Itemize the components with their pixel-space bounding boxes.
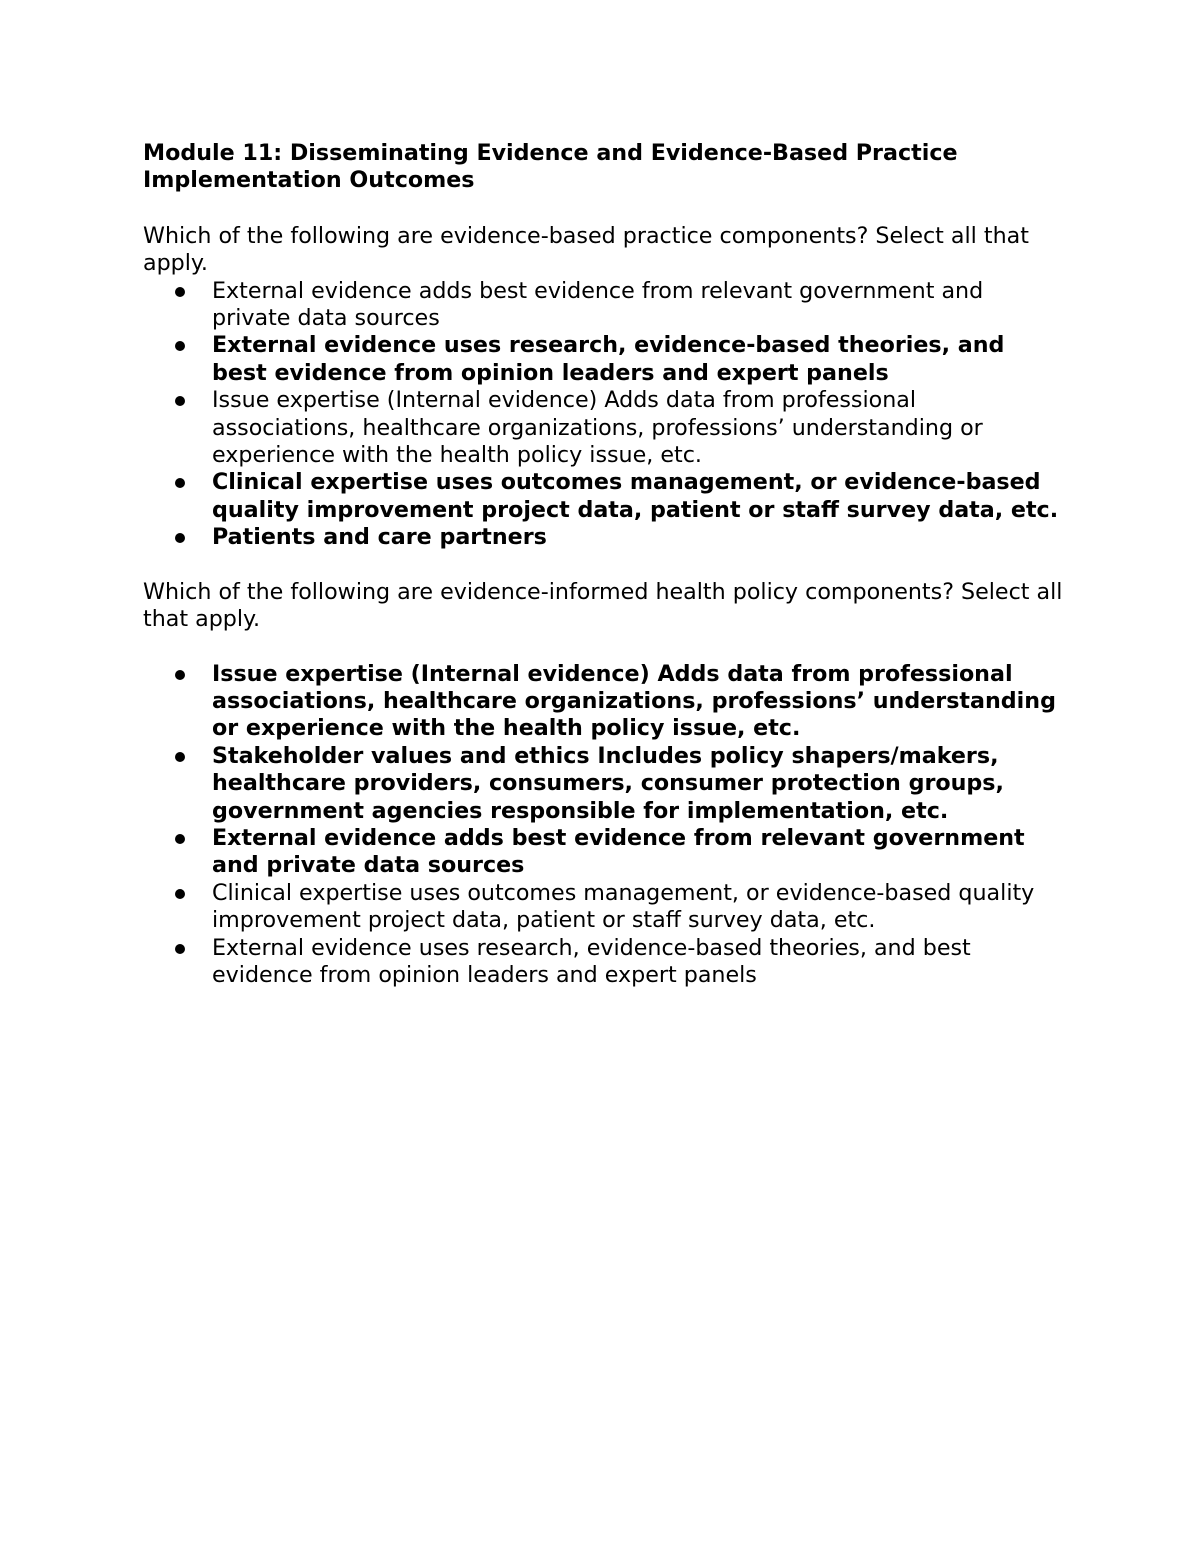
option-text: Patients and care partners — [212, 524, 547, 551]
bullet-icon — [175, 396, 185, 406]
bullet-icon — [175, 752, 185, 762]
question-2-option-4 — [143, 880, 1063, 935]
question-1-prompt: Which of the following are evidence-based practice components? Select all that apply. — [143, 222, 1029, 277]
option-text: Clinical expertise uses outcomes management, or evidence-based quality improvement project data, patient or staff survey data, etc. — [212, 469, 1059, 523]
question-1-option-5 — [143, 524, 1063, 551]
option-text: External evidence uses research, evidence-based theories, and best evidence from opinion leaders and expert panels — [212, 332, 1005, 386]
question-1-option-4 — [143, 469, 1063, 524]
question-2-options — [143, 661, 1063, 990]
option-text: Issue expertise (Internal evidence) Adds data from professional associations, healthcare organizations, professions’ understanding or experience with the health policy issue, etc. — [212, 660, 1056, 742]
document-page — [143, 140, 1063, 989]
question-1-options — [143, 278, 1063, 552]
question-2-option-1 — [143, 661, 1063, 743]
bullet-icon — [175, 341, 185, 351]
option-text: External evidence adds best evidence from relevant government and private data sources — [212, 277, 984, 332]
bullet-icon — [175, 944, 185, 954]
bullet-icon — [175, 287, 185, 297]
page-title: Module 11: Disseminating Evidence and Evidence-Based Practice Implementation Outcomes — [143, 140, 958, 194]
question-2-prompt: Which of the following are evidence-informed health policy components? Select all that apply. — [143, 578, 1063, 633]
question-2-option-3 — [143, 825, 1063, 880]
option-text: Stakeholder values and ethics Includes policy shapers/makers, healthcare providers, consumers, consumer protection groups, government agencies responsible for implementation, etc. — [212, 742, 1004, 824]
option-text: External evidence uses research, evidence-based theories, and best evidence from opinion leaders and expert panels — [212, 934, 971, 988]
question-1-option-3 — [143, 387, 1063, 469]
question-1-option-2 — [143, 332, 1063, 387]
bullet-icon — [175, 533, 185, 543]
bullet-icon — [175, 670, 185, 680]
question-2-option-2 — [143, 743, 1063, 825]
question-1-option-1 — [143, 278, 1063, 333]
option-text: External evidence adds best evidence from relevant government and private data sources — [212, 824, 1025, 879]
option-text: Clinical expertise uses outcomes management, or evidence-based quality improvement project data, patient or staff survey data, etc. — [212, 879, 1035, 934]
bullet-icon — [175, 834, 185, 844]
bullet-icon — [175, 478, 185, 488]
bullet-icon — [175, 889, 185, 899]
question-2-option-5 — [143, 935, 1063, 990]
option-text: Issue expertise (Internal evidence) Adds data from professional associations, healthcare organizations, professions’ understanding or experience with the health policy issue, etc. — [212, 387, 983, 469]
